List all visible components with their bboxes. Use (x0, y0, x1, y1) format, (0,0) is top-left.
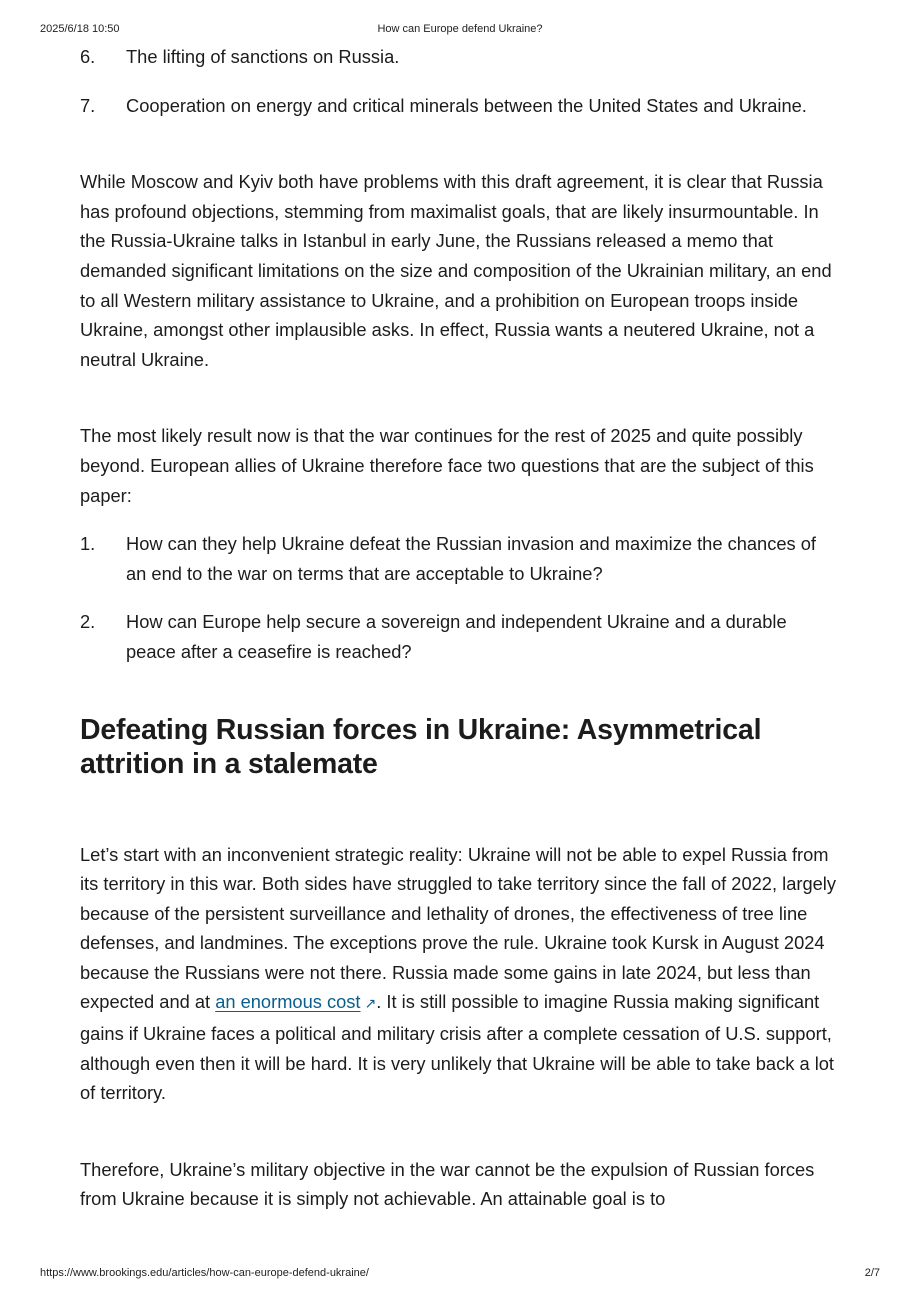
list-text: How can Europe help secure a sovereign and independent Ukraine and a durable peace after a ceasefire is reached? (126, 611, 787, 662)
print-title: How can Europe defend Ukraine? (377, 23, 543, 35)
paragraph (80, 840, 840, 1108)
paragraph: The most likely result now is that the war continues for the rest of 2025 and quite possibly beyond. European allies of Ukraine therefore face two questions that are the subject of this paper: (80, 425, 814, 506)
list-number: 6. (80, 46, 96, 67)
section-heading: Defeating Russian forces in Ukraine: Asymmetrical attrition in a stalemate (80, 713, 762, 780)
paragraph-text: . It is still possible to imagine Russia making significant gains if Ukraine faces a political and military crisis after a complete cessation of U.S. support, although even then it will be hard. It is very unlikely that Ukraine will be able to take back a lot of territory. (80, 991, 835, 1104)
print-datetime: 2025/6/18 10:50 (40, 23, 120, 35)
an-enormous-cost-link[interactable] (215, 991, 376, 1012)
list-text: The lifting of sanctions on Russia. (126, 46, 400, 67)
list-number: 1. (80, 533, 96, 555)
list-number: 2. (80, 611, 96, 633)
link-text: an enormous cost (215, 991, 361, 1013)
print-url: https://www.brookings.edu/articles/how-can-europe-defend-ukraine/ (40, 1267, 369, 1279)
external-link-icon: ↗ (364, 995, 377, 1012)
page-number: 2/7 (864, 1267, 880, 1279)
list-item (80, 42, 840, 72)
paragraph-text: Let’s start with an inconvenient strategic reality: Ukraine will not be able to expel Russia from its territory in this war. Both sides have struggled to take territory since the fall of 2022, largely because of the persistent surveillance and lethality of drones, the effectiveness of tree line defenses, and landmines. The exceptions prove the rule. Ukraine took Kursk in August 2024 because the Russians were not there. Russia made some gains in late 2024, but less than expected and at (80, 843, 836, 1013)
list-item (80, 607, 840, 666)
list-item (80, 91, 840, 121)
list-text: How can they help Ukraine defeat the Russian invasion and maximize the chances of an end to the war on terms that are acceptable to Ukraine? (126, 533, 816, 584)
list-item (80, 529, 840, 588)
print-header (40, 23, 880, 37)
list-text: Cooperation on energy and critical minerals between the United States and Ukraine. (126, 94, 807, 116)
article-body (80, 42, 840, 1214)
print-footer (40, 1267, 880, 1281)
paragraph: While Moscow and Kyiv both have problems with this draft agreement, it is clear that Russia has profound objections, stemming from maximalist goals, that are likely insurmountable. In the Russia-Ukraine talks in Istanbul in early June, the Russians released a memo that demanded significant limitations on the size and composition of the Ukrainian military, an end to all Western military assistance to Ukraine, and a prohibition on European troops inside Ukraine, amongst other implausible asks. In effect, Russia wants a neutered Ukraine, not a neutral Ukraine. (80, 171, 832, 370)
list-number: 7. (80, 94, 96, 116)
paragraph: Therefore, Ukraine’s military objective in the war cannot be the expulsion of Russian forces from Ukraine because it is simply not achievable. An attainable goal is to (80, 1158, 815, 1210)
